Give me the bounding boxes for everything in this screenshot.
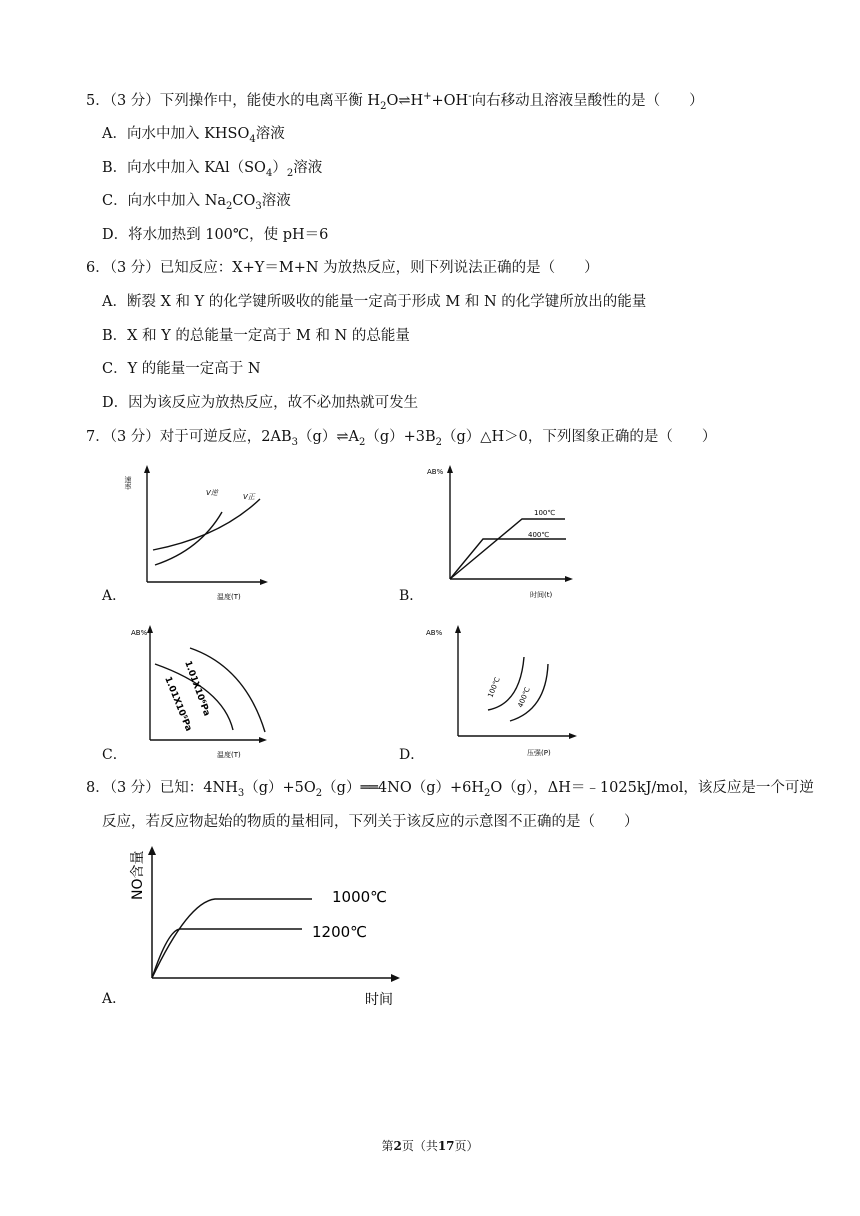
q5-option-d: D．将水加热到 100℃，使 pH＝6: [102, 227, 329, 243]
y-axis-label: AB%: [427, 468, 444, 476]
q6-option-b: B．X 和 Y 的总能量一定高于 M 和 N 的总能量: [102, 328, 410, 344]
q7-label-c: C．: [102, 747, 127, 763]
x-axis-arrow: [569, 733, 577, 739]
q6-option-c: C．Y 的能量一定高于 N: [102, 361, 261, 377]
y-axis-arrow: [455, 625, 461, 633]
y-axis-label: NO含量: [130, 850, 146, 900]
x-axis-label: 温度(T): [217, 593, 241, 601]
curve-v-reverse: [155, 512, 222, 565]
curve-400c: [450, 539, 566, 579]
curve2-label: 400℃: [528, 531, 550, 539]
curve1-label: 1000℃: [332, 888, 388, 906]
curve2-label: 400℃: [516, 686, 532, 709]
y-axis-label: AB%: [426, 629, 443, 637]
q7-graph-a: [125, 462, 275, 602]
y-axis-arrow: [447, 465, 453, 473]
curve1-label: V逆: [206, 489, 218, 497]
curve1-label: 100℃: [534, 509, 556, 517]
curve2-label: 1.01X10⁵Pa: [162, 675, 194, 733]
q8-graph-a: [120, 842, 410, 1012]
q7-label-b: B．: [399, 588, 424, 604]
q7-graph-b: [420, 462, 580, 602]
x-axis-label: 压强(P): [527, 749, 551, 757]
curve2-label: 1200℃: [312, 923, 368, 941]
x-axis-arrow: [259, 737, 267, 743]
x-axis-arrow: [391, 974, 400, 982]
q7-label-a: A．: [102, 588, 127, 604]
q5-option-c: C．向水中加入 $Na_2CO_3$溶液: [102, 193, 291, 212]
y-axis-arrow: [148, 846, 156, 855]
x-axis-label: 时间: [365, 992, 393, 1008]
q6-stem: 6．（3 分）已知反应：X+Y＝M+N 为放热反应，则下列说法正确的是（ ）: [86, 260, 599, 276]
x-axis-arrow: [260, 579, 268, 585]
q8-stem-line2: 反应，若反应物起始的物质的量相同，下列关于该反应的示意图不正确的是（ ）: [102, 814, 639, 830]
q7-stem: 7．（3 分）对于可逆反应，$2AB_3(g)\rightleftharpoons A_2(g)+3B_2(g)\triangle H>0$，下列图象正确的是（ ）: [86, 429, 717, 448]
y-axis-label: 速率: [124, 476, 132, 490]
curve-v-forward: [153, 499, 260, 550]
q5-option-a: A．向水中加入 $KHSO_4$溶液: [102, 126, 285, 145]
q6-option-d: D．因为该反应为放热反应，故不必加热就可发生: [102, 395, 419, 411]
y-axis-arrow: [147, 625, 153, 633]
q8-label-a: A．: [102, 991, 127, 1007]
curve-100c: [450, 519, 565, 579]
x-axis-label: 时间(t): [530, 591, 553, 599]
q5-stem: 5．（3 分）下列操作中，能使水的电离平衡 $H_2O\rightleftharpoons H^++OH^-$向右移动且溶液呈酸性的是（ ）: [86, 91, 704, 112]
y-axis-label: AB%: [131, 629, 148, 637]
curve2-label: V正: [243, 493, 255, 501]
curve-1000c: [152, 899, 312, 978]
q7-label-d: D．: [399, 747, 425, 763]
q8-stem-line1: 8．（3 分）已知：$4NH_3(g)+5O_2(g)══4NO(g)+6H_2O(g)$，ΔH＝﹣1025kJ/mol，该反应是一个可逆: [86, 780, 814, 799]
x-axis-arrow: [565, 576, 573, 582]
curve1-label: 100℃: [486, 676, 502, 699]
page-footer: 第2页（共17页）: [381, 1139, 479, 1153]
q6-option-a: A．断裂 X 和 Y 的化学键所吸收的能量一定高于形成 M 和 N 的化学键所放出的能量: [102, 294, 647, 310]
q7-graph-d: [420, 622, 580, 762]
y-axis-arrow: [144, 465, 150, 473]
curve1-label: 1.01X10⁶Pa: [182, 659, 212, 718]
q5-option-b: B．向水中加入 $KAl(SO_4)_2$溶液: [102, 160, 323, 179]
x-axis-label: 温度(T): [217, 751, 241, 759]
q7-graph-c: [125, 622, 275, 762]
